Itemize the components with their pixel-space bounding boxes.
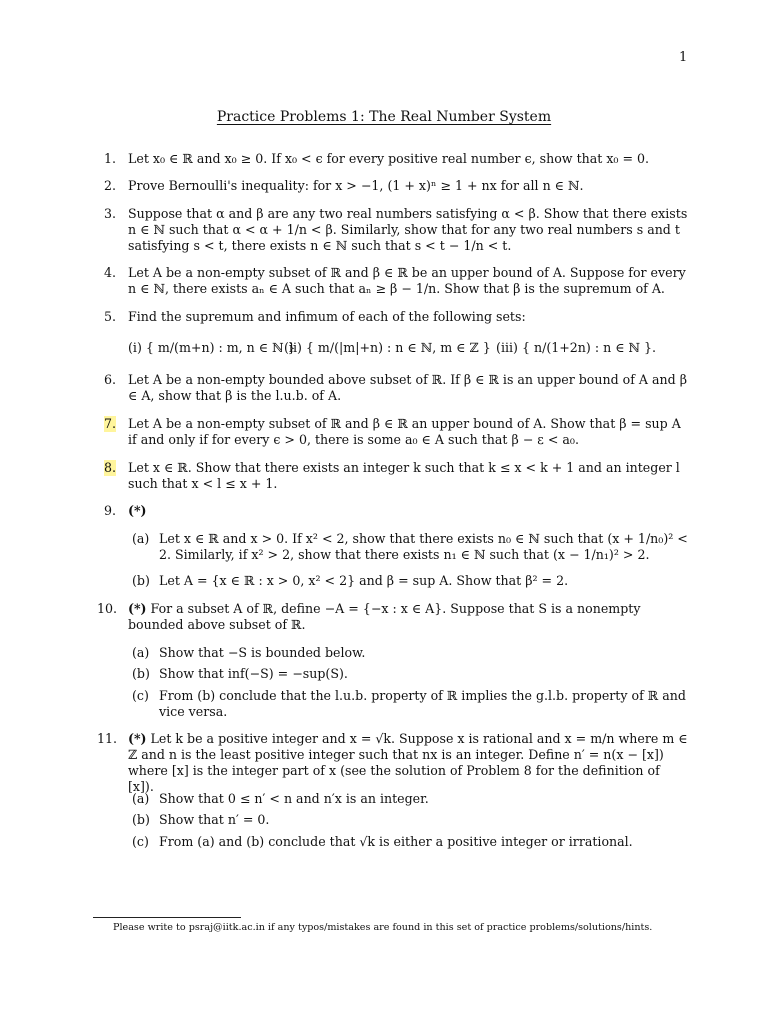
part-label: (c)	[132, 688, 149, 703]
problem-number: 1.	[104, 151, 117, 166]
problem-text	[128, 731, 689, 795]
problem-number: 3.	[104, 206, 117, 221]
problem-text: Let A be a non-empty bounded above subset of ℝ. If β ∈ ℝ is an upper bound of A and β ∈ A, show that β is the l.u.b. of A.	[128, 372, 687, 403]
set-i: (i) { m/(m+n) : m, n ∈ ℕ }	[128, 340, 296, 355]
part-text: From (b) conclude that the l.u.b. property of ℝ implies the g.l.b. property of ℝ and vice versa.	[159, 688, 686, 719]
set-iii: (iii) { n/(1+2n) : n ∈ ℕ }.	[496, 340, 657, 355]
problem-number: 10.	[97, 601, 118, 616]
part-label: (c)	[132, 834, 149, 849]
problem-text	[128, 601, 689, 633]
problem-text: Let x₀ ∈ ℝ and x₀ ≥ 0. If x₀ < ϵ for every positive real number ϵ, show that x₀ = 0.	[128, 151, 650, 166]
problem-10	[97, 601, 689, 633]
problem-text: Find the supremum and infimum of each of the following sets:	[128, 309, 526, 324]
problem-5-sets	[128, 340, 657, 355]
part-text: Show that n′ = 0.	[159, 812, 270, 827]
problem-star: (*)	[128, 731, 147, 746]
problem-number: 5.	[104, 309, 117, 324]
problem-2	[104, 178, 689, 194]
part-text: Show that 0 ≤ n′ < n and n′x is an integer.	[159, 791, 429, 806]
part-label: (b)	[132, 812, 150, 827]
footnote: Please write to psraj@iitk.ac.in if any typos/mistakes are found in this set of practice problems/solutions/hints.	[113, 922, 653, 933]
problem-9-part-a	[132, 531, 689, 563]
part-text: Let A = {x ∈ ℝ : x > 0, x² < 2} and β = sup A. Show that β² = 2.	[159, 573, 569, 588]
page-title	[0, 109, 768, 125]
part-text: Let x ∈ ℝ and x > 0. If x² < 2, show that there exists n₀ ∈ ℕ such that (x + 1/n₀)² < 2. Similarly, if x² > 2, show that there exists n₁ ∈ ℕ such that (x − 1/n₁)² > 2.	[159, 531, 688, 562]
problem-text: Let A be a non-empty subset of ℝ and β ∈ ℝ be an upper bound of A. Suppose for every n ∈ ℕ, there exists aₙ ∈ A such that aₙ ≥ β − 1/n. Show that β is the supremum of A.	[128, 265, 686, 296]
problem-number-highlighted: 7.	[104, 416, 117, 431]
part-label: (b)	[132, 666, 150, 681]
footnote-rule	[93, 917, 241, 918]
problem-8	[104, 460, 689, 492]
problem-number: 9.	[104, 503, 117, 518]
set-ii: (ii) { m/(|m|+n) : n ∈ ℕ, m ∈ ℤ }	[284, 340, 491, 355]
problem-star: (*)	[128, 601, 147, 616]
problem-3	[104, 206, 689, 254]
part-label: (b)	[132, 573, 150, 588]
problem-9-part-b	[132, 573, 689, 589]
problem-10-part-a	[132, 645, 689, 661]
problem-10-part-c	[132, 688, 689, 720]
part-label: (a)	[132, 645, 150, 660]
problem-7	[104, 416, 689, 448]
problem-text: Let A be a non-empty subset of ℝ and β ∈ ℝ an upper bound of A. Show that β = sup A if and only if for every ϵ > 0, there is some a₀ ∈ A such that β − ε < a₀.	[128, 416, 681, 447]
part-label: (a)	[132, 791, 150, 806]
problem-text-body: Let k be a positive integer and x = √k. Suppose x is rational and x = m/n where m ∈ ℤ and n is the least positive integer such that nx is an integer. Define n′ = n(x − [x]) where [x] is the integer part of x (see the solution of Problem 8 for the definition of [x]).	[128, 731, 688, 794]
problem-number: 2.	[104, 178, 117, 193]
problem-11	[97, 731, 689, 795]
problem-11-part-b	[132, 812, 689, 828]
problem-6	[104, 372, 689, 404]
problem-4	[104, 265, 689, 297]
problem-text: Let x ∈ ℝ. Show that there exists an integer k such that k ≤ x < k + 1 and an integer l such that x < l ≤ x + 1.	[128, 460, 680, 491]
problem-number: 11.	[97, 731, 118, 746]
problem-9	[104, 503, 689, 519]
problem-text-body: For a subset A of ℝ, define −A = {−x : x ∈ A}. Suppose that S is a nonempty bounded above subset of ℝ.	[128, 601, 641, 632]
part-text: Show that inf(−S) = −sup(S).	[159, 666, 348, 681]
page-number: 1	[679, 50, 688, 65]
problem-5	[104, 309, 689, 325]
problem-number: 4.	[104, 265, 117, 280]
problem-number-highlighted: 8.	[104, 460, 117, 475]
problem-number: 6.	[104, 372, 117, 387]
problem-1	[104, 151, 689, 167]
problem-star: (*)	[128, 503, 147, 518]
part-text: Show that −S is bounded below.	[159, 645, 366, 660]
problem-text: Suppose that α and β are any two real numbers satisfying α < β. Show that there exists n ∈ ℕ such that α < α + 1/n < β. Similarly, show that for any two real numbers s and t satisfying s < t, there exists n ∈ ℕ such that s < t − 1/n < t.	[128, 206, 688, 253]
problem-text: Prove Bernoulli's inequality: for x > −1, (1 + x)ⁿ ≥ 1 + nx for all n ∈ ℕ.	[128, 178, 584, 193]
part-text: From (a) and (b) conclude that √k is either a positive integer or irrational.	[159, 834, 633, 849]
problem-11-part-c	[132, 834, 689, 850]
part-label: (a)	[132, 531, 150, 546]
problem-10-part-b	[132, 666, 689, 682]
problem-11-part-a	[132, 791, 689, 807]
page-title-text: Practice Problems 1: The Real Number System	[216, 109, 552, 125]
